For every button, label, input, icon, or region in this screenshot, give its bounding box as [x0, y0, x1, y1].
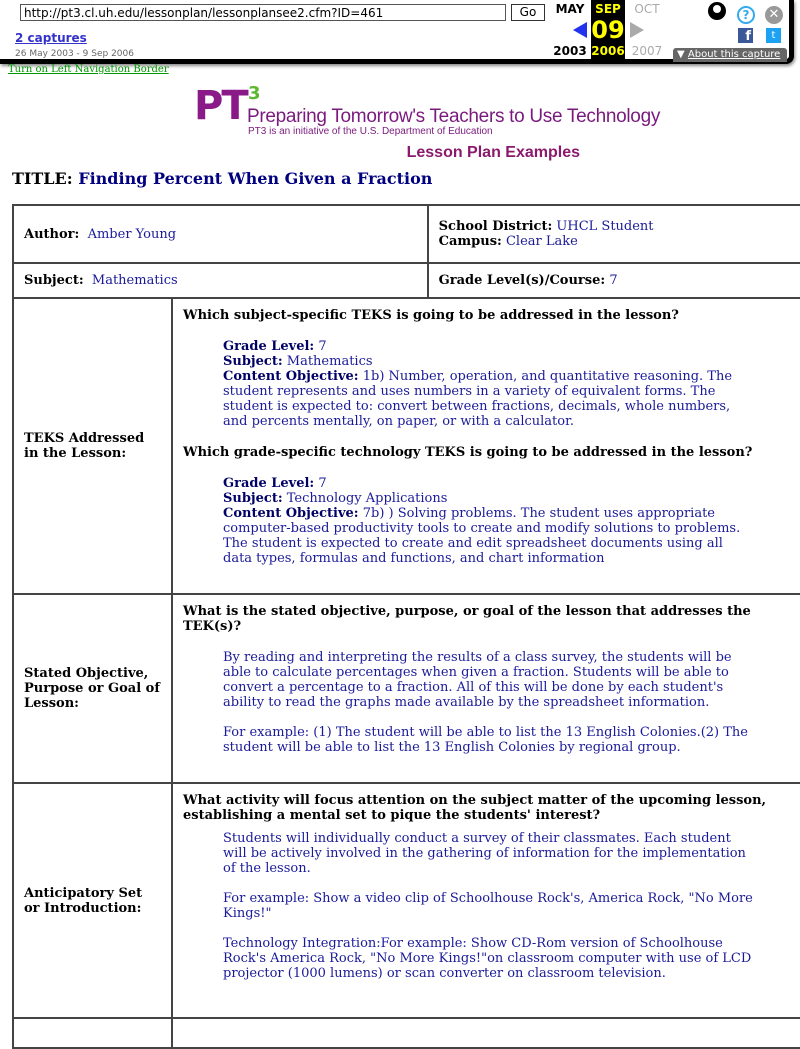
table-row [13, 205, 800, 263]
objective-example: For example: (1) The student will be able to list the 13 English Colonies.(2) The student will be able to list the 13 English Colonies by regional group. [223, 725, 749, 755]
campus-value: Clear Lake [505, 234, 578, 249]
teks-content [172, 298, 800, 594]
title-value: Finding Percent When Given a Fraction [78, 169, 433, 188]
pt3-logo: PT [194, 83, 247, 129]
grade-cell [428, 263, 800, 298]
current-month: SEP [595, 2, 621, 16]
about-capture-button[interactable] [673, 48, 787, 62]
anticipatory-example: For example: Show a video clip of Schoolhouse Rock's, America Rock, "No More Kings!" [223, 891, 753, 921]
district-cell [428, 205, 800, 263]
grade-level-label: Grade Level: [223, 476, 315, 491]
next-year: 2007 [631, 44, 663, 58]
district-label: School District: [438, 219, 553, 234]
about-capture-label: About this capture [687, 49, 781, 60]
objective-paragraph: By reading and interpreting the results of a class survey, the students will be able to calculate percentages when given a fraction. Students will be able to convert a percentage to a fraction. All of this will be done by each student's ability to read the graphs made available by the spreadsheet information. [223, 650, 732, 710]
pt3-banner [194, 83, 661, 164]
lesson-plan-table [12, 204, 800, 1049]
subject-label: Subject: [24, 273, 84, 288]
wayback-url-input[interactable] [20, 4, 506, 21]
pt3-tagline: Preparing Tomorrow's Teachers to Use Technology [247, 106, 661, 127]
subject-value: Mathematics [91, 273, 178, 288]
help-icon[interactable]: ? [737, 6, 755, 24]
subject-value: Technology Applications [286, 491, 448, 506]
grade-level-value: 7 [318, 339, 327, 354]
anticipatory-paragraph: Students will individually conduct a survey of their classmates. Each student will be actively involved in the gathering of information for the implementation of the lesson. [223, 831, 746, 876]
teks-question-subject: Which subject-specific TEKS is going to be addressed in the lesson? [183, 308, 679, 323]
grade-value: 7 [609, 273, 618, 288]
pt3-logo-superscript: 3 [248, 83, 261, 104]
grade-label: Grade Level(s)/Course: [438, 273, 606, 288]
grade-level-value: 7 [318, 476, 327, 491]
next-section-label [13, 1018, 172, 1048]
subject-label: Subject: [223, 491, 283, 506]
next-section-content [172, 1018, 800, 1048]
anticipatory-content [172, 783, 800, 1018]
objective-content [172, 594, 800, 783]
prev-year[interactable]: 2003 [553, 44, 587, 58]
content-objective-value: 1b) Number, operation, and quantitative reasoning. The student represents and uses numbers in a variety of equivalent forms. The student is expected to: convert between fractions, decimals, whole numbers, and percents mentally, on paper, or with a calculator. [223, 369, 733, 429]
next-arrow-icon [630, 22, 644, 38]
capture-date-range: 26 May 2003 - 9 Sep 2006 [15, 49, 134, 59]
author-cell [13, 205, 428, 263]
grade-level-label: Grade Level: [223, 339, 315, 354]
anticipatory-tech-integration: Technology Integration:For example: Show CD-Rom version of Schoolhouse Rock's America Rock, "No More Kings!"on classroom computer with use of LCD projector (1000 lumens) or scan converter on classroom television. [223, 936, 752, 981]
campus-label: Campus: [438, 234, 502, 249]
anticipatory-label: Anticipatory Set or Introduction: [13, 783, 172, 1018]
subject-cell [13, 263, 428, 298]
teks-label: TEKS Addressed in the Lesson: [13, 298, 172, 594]
content-objective-value: 7b) ) Solving problems. The student uses appropriate computer-based productivity tools to create and modify solutions to problems. The student is expected to create and edit spreadsheet documents using all data types, formulas and functions, and chart information [223, 506, 741, 566]
anticipatory-question: What activity will focus attention on the subject matter of the upcoming lesson, establishing a mental set to pique the students' interest? [183, 793, 767, 823]
user-icon[interactable] [708, 2, 726, 20]
teks-technology-answer [223, 476, 753, 566]
table-row [13, 298, 800, 594]
prev-arrow-icon[interactable] [573, 22, 587, 38]
content-objective-label: Content Objective: [223, 369, 359, 384]
go-button[interactable]: Go [511, 4, 545, 21]
author-label: Author: [24, 226, 80, 242]
objective-label: Stated Objective, Purpose or Goal of Lesson: [13, 594, 172, 783]
close-icon[interactable]: ✕ [765, 6, 783, 24]
table-row [13, 783, 800, 1018]
current-capture [591, 0, 625, 62]
content-objective-label: Content Objective: [223, 506, 359, 521]
district-value: UHCL Student [556, 219, 654, 234]
next-capture [627, 0, 667, 62]
pt3-subline: PT3 is an initiative of the U.S. Department of Education [248, 126, 493, 137]
table-row [13, 594, 800, 783]
wayback-toolbar [0, 0, 794, 64]
subject-label: Subject: [223, 354, 283, 369]
captures-link[interactable]: 2 captures [15, 31, 87, 45]
title-label: TITLE: [12, 169, 73, 188]
objective-question: What is the stated objective, purpose, or goal of the lesson that addresses the TEK(s)? [183, 604, 751, 634]
subject-value: Mathematics [286, 354, 373, 369]
twitter-icon[interactable]: t [766, 28, 781, 43]
next-month: OCT [634, 2, 660, 16]
page-title [12, 169, 432, 188]
anticipatory-answer [223, 831, 753, 981]
caret-down-icon: ▼ [677, 49, 685, 60]
teks-subject-answer [223, 339, 753, 429]
left-nav-toggle-link[interactable]: Turn on Left Navigation Border [8, 64, 169, 75]
prev-month[interactable]: MAY [555, 2, 585, 16]
prev-capture[interactable] [550, 0, 590, 62]
objective-answer [223, 650, 753, 755]
table-row [13, 1018, 800, 1048]
teks-question-technology: Which grade-specific technology TEKS is going to be addressed in the lesson? [183, 445, 753, 460]
lesson-plan-heading: Lesson Plan Examples [406, 144, 580, 161]
author-value: Amber Young [87, 226, 177, 242]
facebook-icon[interactable]: f [738, 28, 753, 43]
current-day: 09 [591, 16, 625, 44]
current-year: 2006 [591, 44, 625, 58]
table-row [13, 263, 800, 298]
